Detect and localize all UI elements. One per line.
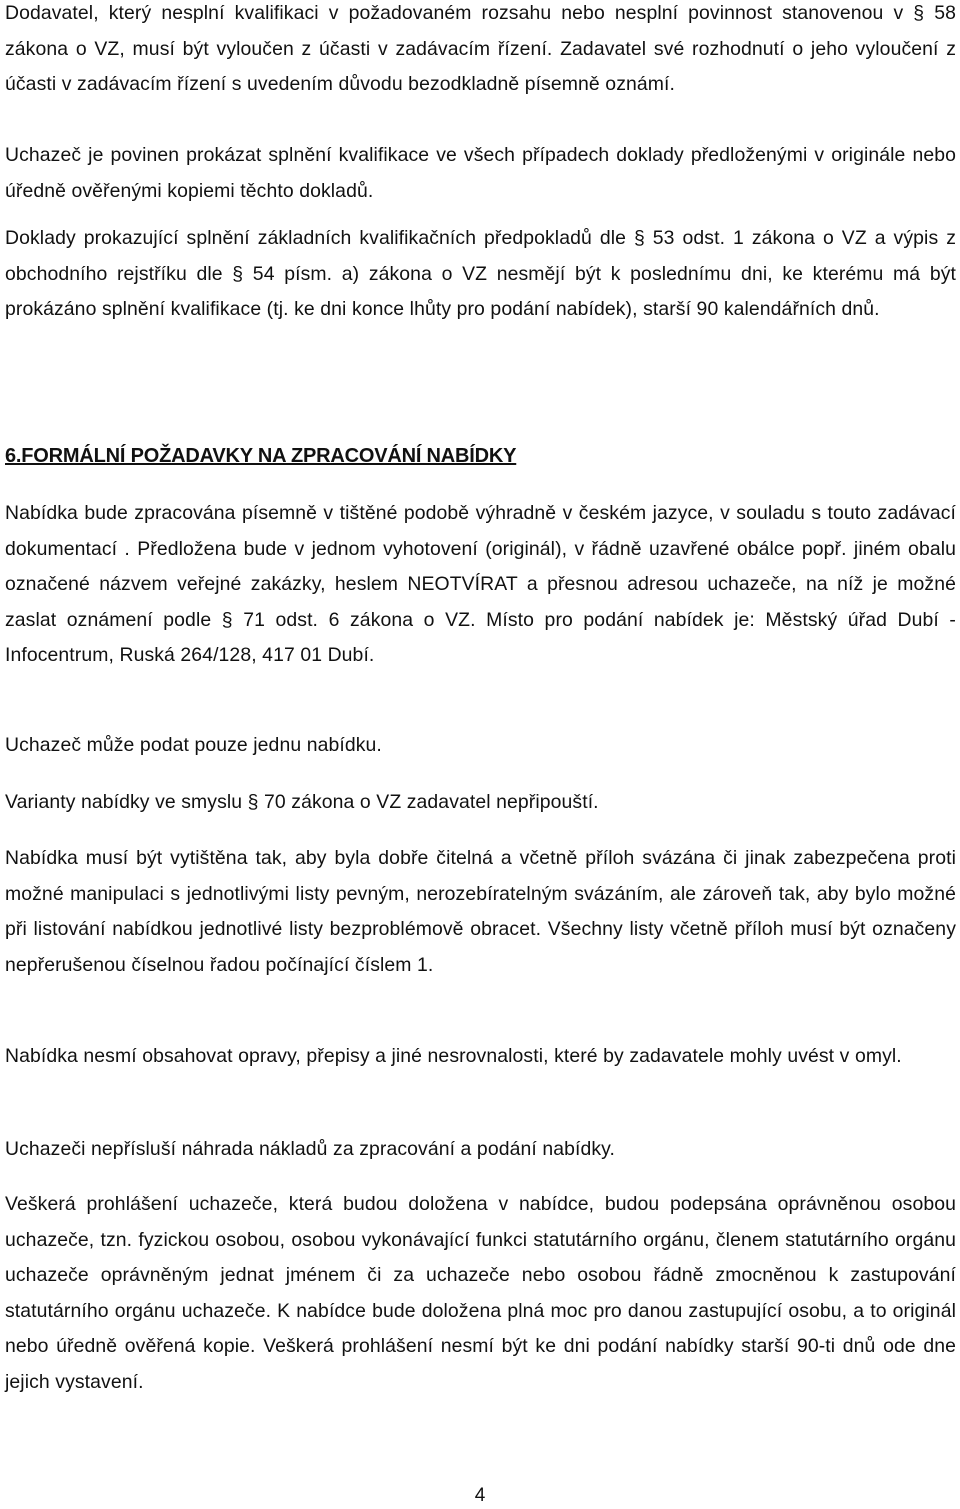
- paragraph-offer-format: Nabídka bude zpracována písemně v tištěné podobě výhradně v českém jazyce, v souladu s touto zadávací dokumentací . Předložena bude v jednom vyhotovení (originál), v řádně uzavřené obálce popř. jiném obalu označené názvem veřejné zakázky, heslem NEOTVÍRAT a přesnou adresou uchazeče, na níž je možné zaslat oznámení podle § 71 odst. 6 zákona o VZ. Místo pro podání nabídek je: Městský úřad Dubí - Infocentrum, Ruská 264/128, 417 01 Dubí.: [5, 502, 956, 666]
- paragraph-binding: Nabídka musí být vytištěna tak, aby byla dobře čitelná a včetně příloh svázána či jinak zabezpečena proti možné manipulaci s jednotlivými listy pevným, nerozebíratelným svázáním, ale zároveň tak, aby bylo možné při listování nabídkou jednotlivé listy bezproblémově obracet. Všechny listy včetně příloh musí být označeny nepřerušenou číselnou řadou počínající číslem 1.: [5, 847, 956, 976]
- paragraph-no-corrections: Nabídka nesmí obsahovat opravy, přepisy a jiné nesrovnalosti, které by zadavatele mohly uvést v omyl.: [5, 1045, 902, 1067]
- paragraph-document-age: Doklady prokazující splnění základních kvalifikačních předpokladů dle § 53 odst. 1 zákona o VZ a výpis z obchodního rejstříku dle § 54 písm. a) zákona o VZ nesmějí být k poslednímu dni, ke kterému má být prokázáno splnění kvalifikace (tj. ke dni konce lhůty pro podání nabídek), starší 90 kalendářních dnů.: [5, 227, 956, 320]
- paragraph-single-offer: Uchazeč může podat pouze jednu nabídku.: [5, 734, 382, 756]
- page-number: 4: [474, 1485, 486, 1506]
- paragraph-disqualification: Dodavatel, který nesplní kvalifikaci v požadovaném rozsahu nebo nesplní povinnost stanovenou v § 58 zákona o VZ, musí být vyloučen z účasti v zadávacím řízení. Zadavatel své rozhodnutí o jeho vyloučení z účasti v zadávacím řízení s uvedením důvodu bezodkladně písemně oznámí.: [5, 2, 956, 95]
- paragraph-proof-of-qualification: Uchazeč je povinen prokázat splnění kvalifikace ve všech případech doklady předloženými v originále nebo úředně ověřenými kopiemi těchto dokladů.: [5, 144, 956, 202]
- paragraph-variants: Varianty nabídky ve smyslu § 70 zákona o VZ zadavatel nepřipouští.: [5, 791, 599, 813]
- paragraph-signatures: Veškerá prohlášení uchazeče, která budou doložena v nabídce, budou podepsána oprávněnou osobou uchazeče, tzn. fyzickou osobou, osobou vykonávající funkci statutárního orgánu, členem statutárního orgánu uchazeče oprávněným jednat jménem či za uchazeče nebo osobou řádně zmocněnou k zastupování statutárního orgánu uchazeče. K nabídce bude doložena plná moc pro danou zastupující osobu, a to originál nebo úředně ověřená kopie. Veškerá prohlášení nesmí být ke dni podání nabídky starší 90-ti dnů ode dne jejich vystavení.: [5, 1193, 956, 1393]
- section-heading: 6.FORMÁLNÍ POŽADAVKY NA ZPRACOVÁNÍ NABÍDKY: [5, 445, 517, 467]
- paragraph-no-compensation: Uchazeči nepřísluší náhrada nákladů za zpracování a podání nabídky.: [5, 1138, 615, 1160]
